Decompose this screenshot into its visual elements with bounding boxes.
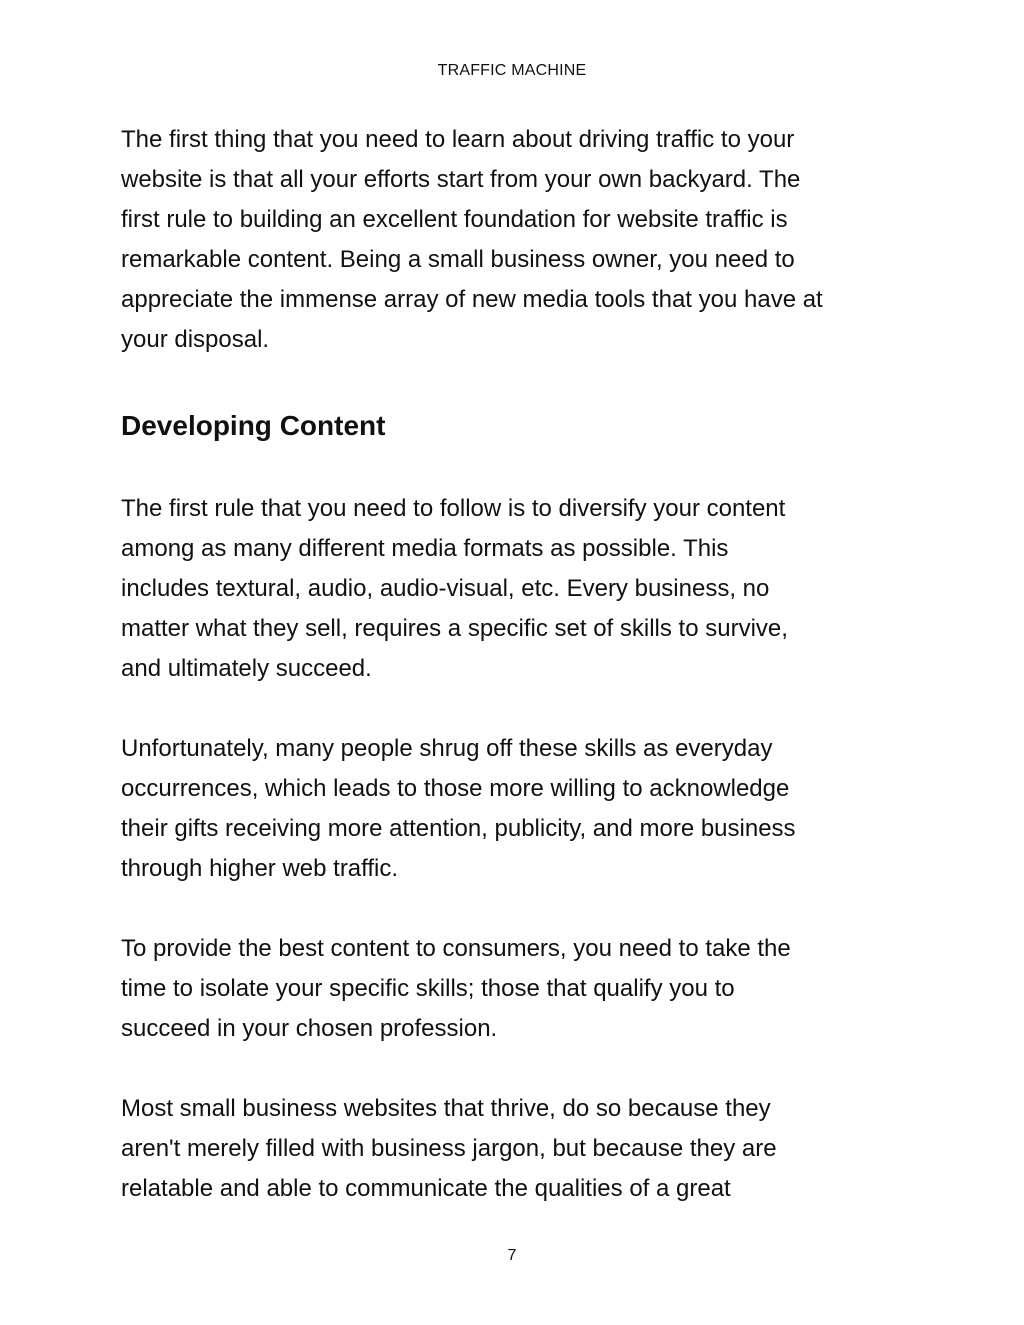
body-paragraph: The first rule that you need to follow is to diversify your content among as many different media formats as possible. This includes textural, audio, audio-visual, etc. Every business, no matter what they sell, requires a specific set of skills to survive, and ultimately succeed. [121, 495, 788, 682]
body-paragraph: Unfortunately, many people shrug off these skills as everyday occurrences, which leads to those more willing to acknowledge their gifts receiving more attention, publicity, and more business through higher web traffic. [121, 735, 796, 882]
body-paragraph: To provide the best content to consumers, you need to take the time to isolate your specific skills; those that qualify you to succeed in your chosen profession. [121, 935, 791, 1042]
section-heading: Developing Content [121, 410, 386, 441]
intro-paragraph: The first thing that you need to learn about driving traffic to your website is that all your efforts start from your own backyard. The first rule to building an excellent foundation for website traffic is remarkable content. Being a small business owner, you need to appreciate the immense array of new media tools that you have at your disposal. [121, 126, 823, 353]
page-number: 7 [507, 1247, 517, 1264]
body-paragraph: Most small business websites that thrive, do so because they aren't merely filled with business jargon, but because they are relatable and able to communicate the qualities of a great [121, 1095, 777, 1202]
page-content [121, 120, 921, 1209]
running-header: TRAFFIC MACHINE [437, 62, 587, 79]
